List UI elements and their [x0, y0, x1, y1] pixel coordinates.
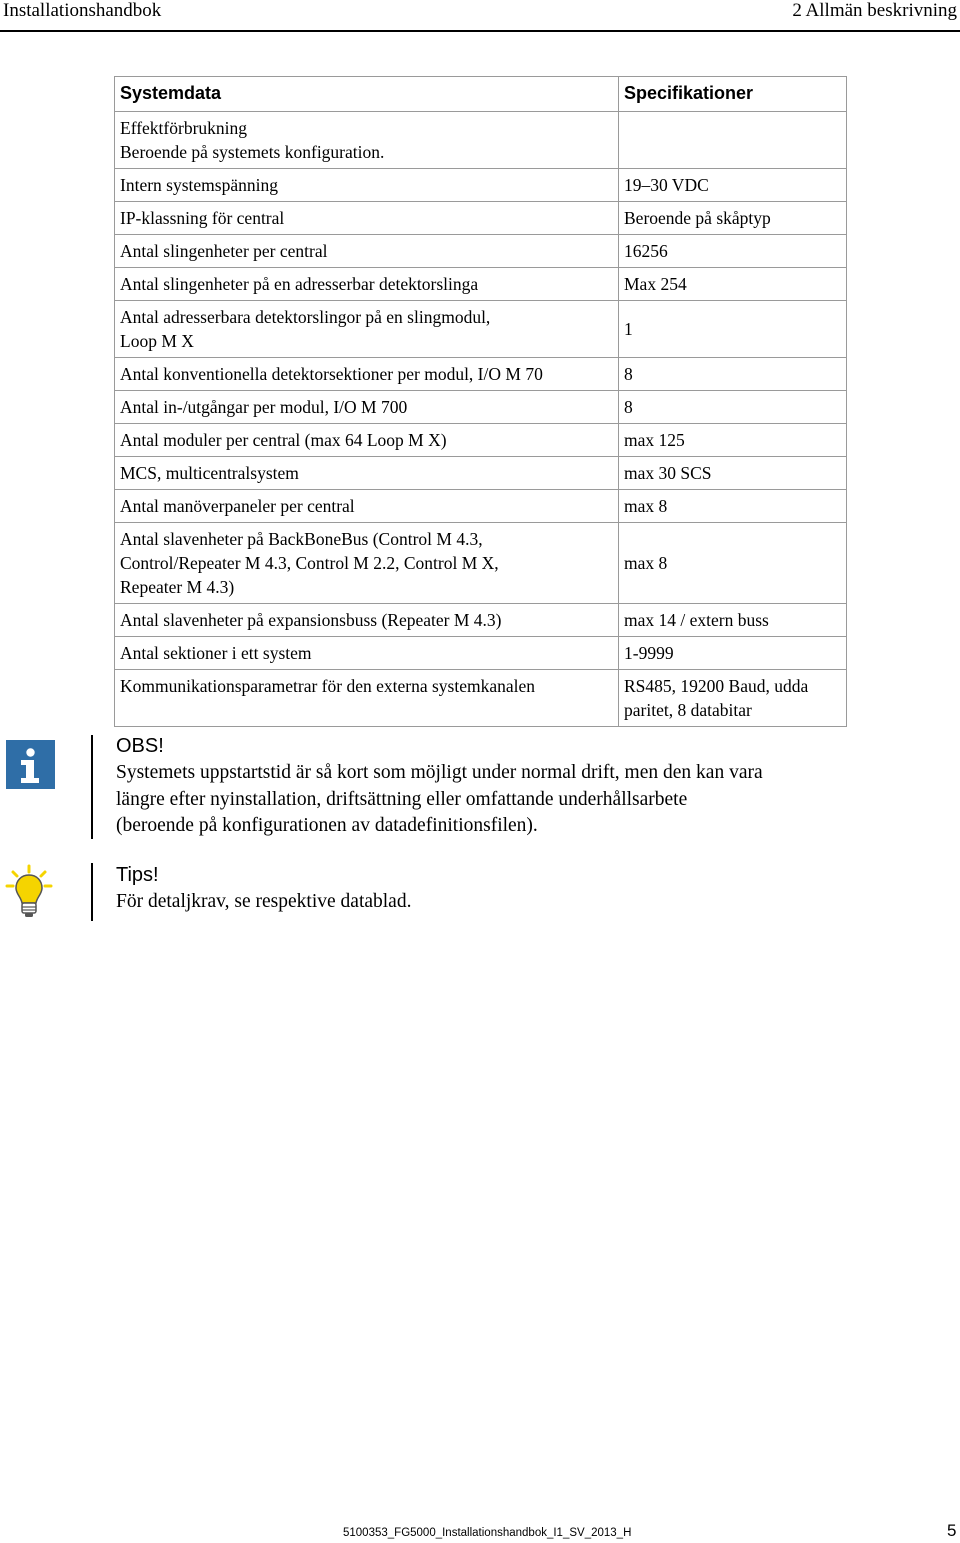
table-row — [115, 457, 847, 490]
row-label-line: Repeater M 4.3) — [120, 577, 235, 597]
row-label: Kommunikationsparametrar för den externa systemkanalen — [115, 670, 619, 727]
note-body — [116, 889, 856, 916]
chapter-title: 2 Allmän beskrivning — [792, 0, 957, 21]
note-divider — [91, 735, 93, 839]
row-label: Antal moduler per central (max 64 Loop M X) — [115, 424, 619, 457]
row-value: 8 — [619, 391, 847, 424]
row-label: Antal slavenheter på expansionsbuss (Repeater M 4.3) — [115, 604, 619, 637]
table-row — [115, 490, 847, 523]
document-title: Installationshandbok — [3, 0, 162, 21]
row-label — [115, 301, 619, 358]
page-number: 5 — [947, 1521, 957, 1540]
row-value: max 8 — [619, 490, 847, 523]
table-row — [115, 637, 847, 670]
table-row — [115, 604, 847, 637]
document-code: 5100353_FG5000_Installationshandbok_I1_SV_2013_H — [343, 1527, 632, 1539]
table-row — [115, 112, 847, 169]
note-line: längre efter nyinstallation, driftsättning eller omfattande underhållsarbete — [116, 788, 688, 810]
note-body — [116, 760, 856, 840]
table-row — [115, 424, 847, 457]
lightbulb-icon — [4, 863, 54, 926]
row-label-line: Antal adresserbara detektorslingor på en slingmodul, — [120, 307, 491, 327]
row-value: 1-9999 — [619, 637, 847, 670]
table-row — [115, 202, 847, 235]
row-value: 8 — [619, 358, 847, 391]
row-value: 1 — [619, 301, 847, 358]
obs-note — [0, 735, 960, 845]
row-label: MCS, multicentralsystem — [115, 457, 619, 490]
row-label-line: Loop M X — [120, 331, 194, 351]
row-value: max 125 — [619, 424, 847, 457]
note-title: Tips! — [116, 864, 159, 886]
row-value-line: RS485, 19200 Baud, udda — [624, 676, 809, 696]
row-value: Max 254 — [619, 268, 847, 301]
table-row — [115, 670, 847, 727]
page-header — [0, 0, 960, 32]
row-value: max 14 / extern buss — [619, 604, 847, 637]
row-label: Antal konventionella detektorsektioner per modul, I/O M 70 — [115, 358, 619, 391]
row-label: Antal in-/utgångar per modul, I/O M 700 — [115, 391, 619, 424]
table-row — [115, 523, 847, 604]
row-label: Antal slingenheter på en adresserbar detektorslinga — [115, 268, 619, 301]
row-value-line: paritet, 8 databitar — [624, 700, 752, 720]
row-value: max 30 SCS — [619, 457, 847, 490]
table-row — [115, 235, 847, 268]
column-header-systemdata: Systemdata — [115, 77, 619, 112]
tips-note — [0, 863, 960, 923]
table-row — [115, 358, 847, 391]
table-row — [115, 391, 847, 424]
row-label: Intern systemspänning — [115, 169, 619, 202]
row-value — [619, 112, 847, 169]
note-line: För detaljkrav, se respektive datablad. — [116, 891, 412, 912]
row-label: IP-klassning för central — [115, 202, 619, 235]
row-value — [619, 670, 847, 727]
row-value: Beroende på skåptyp — [619, 202, 847, 235]
note-title: OBS! — [116, 735, 164, 757]
row-label — [115, 523, 619, 604]
row-label-line: Beroende på systemets konfiguration. — [120, 142, 385, 162]
row-value: 19–30 VDC — [619, 169, 847, 202]
system-data-table — [114, 76, 847, 727]
info-icon — [6, 740, 55, 789]
note-line: Systemets uppstartstid är så kort som möjligt under normal drift, men den kan vara — [116, 762, 763, 783]
row-label — [115, 112, 619, 169]
table-row — [115, 268, 847, 301]
row-label-line: Effektförbrukning — [120, 118, 248, 138]
row-label: Antal sektioner i ett system — [115, 637, 619, 670]
row-value: max 8 — [619, 523, 847, 604]
row-label-line: Control/Repeater M 4.3, Control M 2.2, Control M X, — [120, 553, 499, 573]
table-row — [115, 301, 847, 358]
row-value: 16256 — [619, 235, 847, 268]
table-header-row — [115, 77, 847, 112]
column-header-specifikationer: Specifikationer — [619, 77, 847, 112]
row-label-line: Antal slavenheter på BackBoneBus (Control M 4.3, — [120, 529, 483, 549]
note-line: (beroende på konfigurationen av datadefinitionsfilen). — [116, 815, 538, 836]
note-divider — [91, 863, 93, 921]
table-row — [115, 169, 847, 202]
row-label: Antal manöverpaneler per central — [115, 490, 619, 523]
row-label: Antal slingenheter per central — [115, 235, 619, 268]
